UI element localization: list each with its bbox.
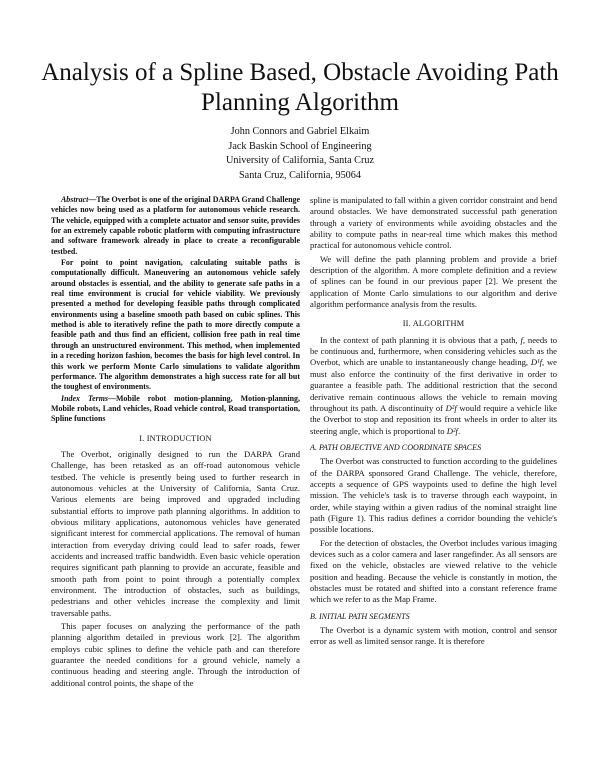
index-terms: Index Terms—Mobile robot motion-planning, Motion-planning, Mobile robots, Land vehicles, Road vehicle control, Road transportation, Spline functions	[51, 393, 300, 424]
subsection-heading-initial-path: B. INITIAL PATH SEGMENTS	[310, 611, 410, 621]
intro-paragraph-1: The Overbot, originally designed to run the DARPA Grand Challenge, has been retasked as an off-road autonomous vehicle testbed. The vehicle is presently being used to further research in autonomous vehicles at the University of California, Santa Cruz. Various elements are being improved and upgraded including substantial efforts to improve path planning algorithms. In addition to obvious military applications, autonomous vehicles have generated significant interest for commercial applications. The removal of human interaction from everyday driving could lead to safer roads, fewer accidents and increased traffic bandwidth. Even basic vehicle operation requires significant path planning to provide an accurate, feasible and smooth path from point to point through a potentially complex environment. The introduction of obstacles, such as buildings, pedestrians and other vehicles increase the complexity and limit traversable paths.	[51, 448, 300, 618]
author-block	[100, 125, 500, 183]
left-column	[51, 195, 300, 689]
intro-paragraph-3: We will define the path planning problem and provide a brief description of the algorithm. A more complete definition and a review of splines can be found in our previous paper [2]. We present the application of Monte Carlo simulations to our algorithm and derive algorithm performance analysis from the results.	[310, 253, 557, 310]
subsection-heading-path-objective: A. PATH OBJECTIVE AND COORDINATE SPACES	[310, 442, 482, 452]
abstract-paragraph-1: Abstract—The Overbot is one of the original DARPA Grand Challenge vehicles now being used as a platform for autonomous vehicle research. The vehicle, equipped with a complete actuator and sensor suite, provides for an extremely capable robotic platform with computing infrastructure and software framework already in place to create a reconfigurable testbed.	[51, 195, 300, 256]
right-column	[310, 195, 557, 648]
author-university: University of California, Santa Cruz	[226, 155, 374, 167]
author-names: John Connors and Gabriel Elkaim	[230, 126, 370, 137]
intro-paragraph-2: This paper focuses on analyzing the performance of the path planning algorithm detailed in previous work [2]. The algorithm employs cubic splines to define the vehicle path and can therefore guarantee the needed conditions for a ground vehicle, namely a continuous heading and steering angle. Through the introduction of additional control points, the shape of the	[51, 621, 300, 688]
section-heading-algorithm: II. ALGORITHM	[402, 319, 465, 329]
math-f: f	[520, 334, 523, 345]
initial-path-paragraph: The Overbot is a dynamic system with motion, control and sensor error as well as limited sensor range. It is therefore	[310, 625, 557, 647]
index-terms-label: Index Terms	[61, 393, 108, 403]
math-d1f: D¹f	[530, 357, 543, 368]
abstract-paragraph-2: For point to point navigation, calculating suitable paths is computationally difficult. Maneuvering an autonomous vehicle safely around obstacles is essential, and the ability to generate safe paths in a real time environment is crucial for vehicle viability. We previously presented a method for developing feasible paths through complicated environments using a baseline smooth path based on cubic splines. This method is able to iteratively refine the path to more directly compute a feasible path and thus find an efficient, collision free path in real time through an unstructured environment. This method, when implemented in a receding horizon fashion, becomes the basis for high level control. In this work we perform Monte Carlo simulations to validate algorithm performance. The algorithm demonstrates a high success rate for all but the toughest of environments.	[51, 258, 300, 392]
continued-paragraph: spline is manipulated to fall within a given corridor constraint and bend around obstacles. We have demonstrated successful path generation through a variety of environments while avoiding obstacles and the ability to compute paths in near-real time which makes this method practical for autonomous vehicle control.	[310, 195, 557, 251]
math-d2f-2: D²f	[446, 425, 458, 436]
math-d2f: D²f	[445, 402, 457, 413]
author-school: Jack Baskin School of Engineering	[228, 140, 372, 152]
section-heading-introduction: I. INTRODUCTION	[139, 433, 212, 443]
author-city: Santa Cruz, California, 95064	[239, 169, 361, 181]
path-objective-paragraph-1: The Overbot was constructed to function according to the guidelines of the DARPA sponsored Grand Challenge. The vehicle, therefore, accepts a sequence of GPS waypoints used to define the high level mission. The vehicle's task is to traverse through each waypoint, in order, while staying within a given radius of the nominal straight line path (Figure 1). This radius defines a corridor bounding the vehicle's possible locations.	[310, 456, 557, 535]
paper-title: Analysis of a Spline Based, Obstacle Avoiding Path Planning Algorithm	[41, 59, 559, 116]
path-objective-paragraph-2: For the detection of obstacles, the Overbot includes various imaging devices such as a color camera and laser rangefinder. As all sensors are fixed on the vehicle, obstacles are viewed relative to the vehicle position and heading. Because the vehicle is constantly in motion, the obstacles must be rotated and shifted into a constant reference frame which we refer to as the Map Frame.	[310, 537, 557, 605]
algorithm-paragraph: In the context of path planning it is obvious that a path, f, needs to be continuous and, furthermore, when considering vehicles such as the Overbot, which are unable to instantaneously change heading, D¹f, we must also enforce the continuity of the first derivative in order to guarantee a feasible path. The additional restriction that the second derivative remain continuous allows the vehicle to remain moving throughout its path. A discontinuity of D²f would require a vehicle like the Overbot to stop and reposition its front wheels in order to alter its steering angle, which is proportional to D²f.	[310, 334, 557, 436]
abstract-label: Abstract	[61, 195, 89, 204]
